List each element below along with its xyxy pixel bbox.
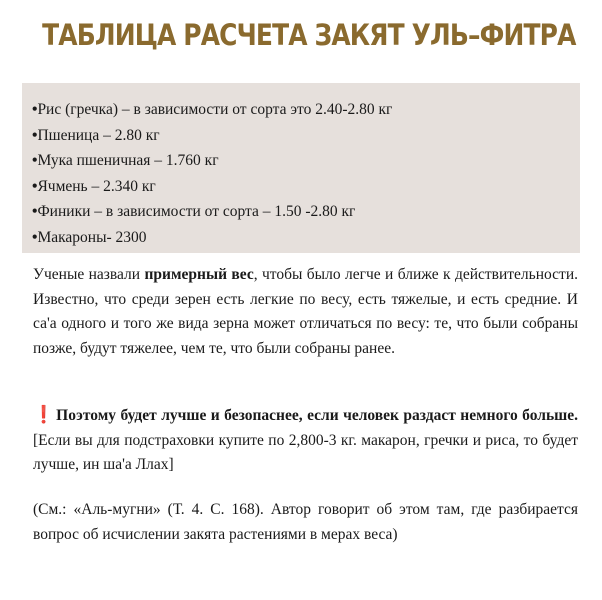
list-item: •Рис (гречка) – в зависимости от сорта это 2.40-2.80 кг <box>32 101 393 118</box>
list-item: •Мука пшеничная – 1.760 кг <box>32 152 219 169</box>
bullet-icon: • <box>32 126 38 144</box>
paragraph-recommendation: ❗ Поэтому будет лучше и безопаснее, если человек раздаст немного больше. [Если вы для подстраховки купите по 2,800-3 кг. макарон, гречки и риса, то будет лучше, ин ша'а Ллах] <box>33 405 578 473</box>
bullet-icon: • <box>32 101 38 118</box>
weights-list <box>32 97 580 250</box>
page-title: ТАБЛИЦА РАСЧЕТА ЗАКЯТ УЛЬ–ФИТРА <box>42 18 576 52</box>
bullet-icon: • <box>32 203 38 220</box>
list-item: •Ячмень – 2.340 кг <box>32 177 156 195</box>
paragraph-reference: (См.: «Аль-мугни» (Т. 4. С. 168). Автор говорит об этом там, где разбирается вопрос об исчислении закята растениями в мерах веса) <box>33 501 578 543</box>
weights-list-box <box>22 83 580 253</box>
exclamation-icon: ❗ <box>33 405 55 425</box>
bullet-icon: • <box>32 152 38 169</box>
list-item: •Макароны- 2300 <box>32 228 147 246</box>
bullet-icon: • <box>32 177 38 195</box>
bullet-icon: • <box>32 228 38 246</box>
list-item: •Пшеница – 2.80 кг <box>32 126 160 144</box>
list-item: •Финики – в зависимости от сорта – 1.50 -2.80 кг <box>32 203 356 220</box>
paragraph-approximate-weight: Ученые назвали примерный вес, чтобы было легче и ближе к действительности. Известно, что среди зерен есть легкие по весу, есть тяжелые, и есть средние. И са'а одного и того же вида зерна может отличаться по весу: те, что были собраны позже, будут тяжелее, чем те, что были собраны ранее. <box>33 266 578 357</box>
